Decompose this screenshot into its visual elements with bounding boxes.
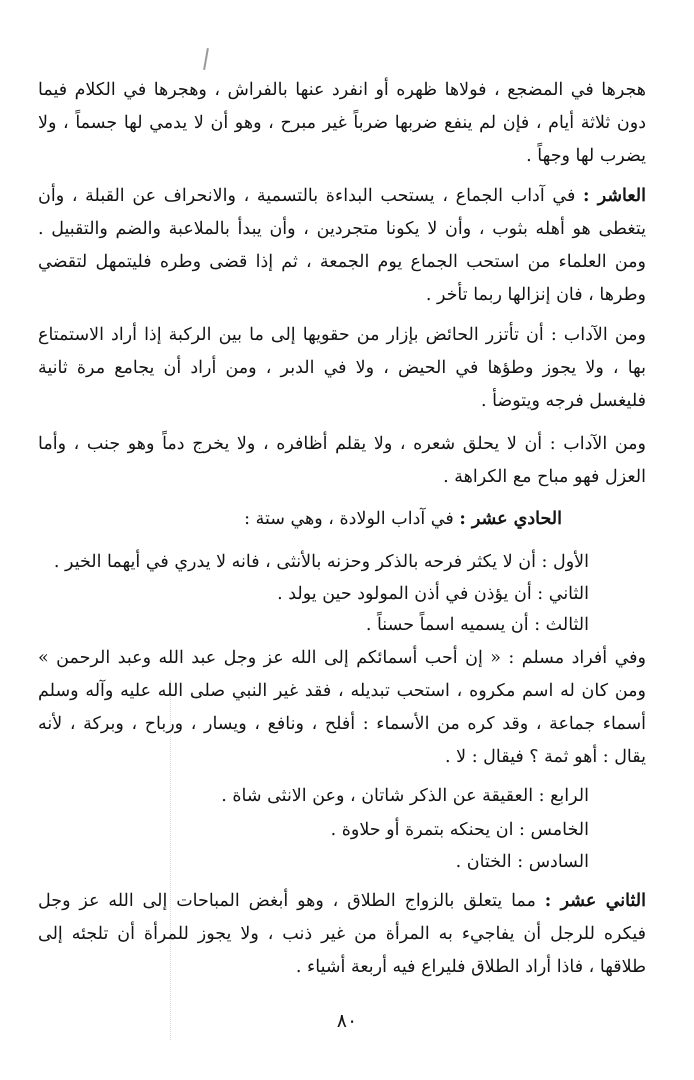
paragraph-text: وفي أفراد مسلم : « إن أحب أسمائكم إلى الله عز وجل عبد الله وعبد الرحمن » ومن كان له اسم مكروه ، استحب تبديله ، فقد غير النبي صلى الله عليه وآله وسلم أسماء جماعة ، وقد كره من الأسماء : أفلح ، ونافع ، ويسار ، ورباح ، وبركة ، لأنه يقال : أهو ثمة ؟ فيقال : لا . [38, 648, 646, 767]
paragraph-names [38, 642, 646, 774]
paragraph-menstruation [38, 319, 646, 418]
list-item-text: الرابع : العقيقة عن الذكر شاتان ، وعن الانثى شاة . [221, 786, 589, 806]
page-number: ٨٠ [336, 1010, 358, 1032]
list-item-text: الأول : أن لا يكثر فرحه بالذكر وحزنه بالأنثى ، فانه لا يدري في أيهما الخير . [53, 552, 589, 572]
paragraph-text: ومن الآداب : أن تأتزر الحائض بإزار من حقويها إلى ما بين الركبة إذا أراد الاستمتاع بها ، ولا يجوز وطؤها في الحيض ، ولا في الدبر ، ومن أراد أن يجامع مرة ثانية فليغسل فرجه ويتوضأ . [38, 325, 646, 411]
list-item-fourth [221, 780, 589, 813]
list-item-second [277, 578, 589, 611]
section-heading-twelfth: الثاني عشر : [544, 891, 646, 911]
paragraph-text: هجرها في المضجع ، فولاها ظهره أو انفرد عنها بالفراش ، وهجرها في الكلام فيما دون ثلاثة أيام ، فإن لم ينفع ضربها ضرباً غير مبرح ، وهو أن لا يدمي لها جسماً ، ولا يضرب لها وجهاً . [38, 80, 646, 166]
paragraph-wife-discipline [38, 74, 646, 173]
paragraph-text: ومن الآداب : أن لا يحلق شعره ، ولا يقلم أظافره ، ولا يخرج دماً وهو جنب ، وأما العزل فهو مباح مع الكراهة . [38, 434, 646, 487]
list-item-text: السادس : الختان . [455, 852, 589, 872]
list-item-fifth [331, 814, 589, 847]
list-item-text: الثالث : أن يسميه اسماً حسناً . [365, 615, 589, 635]
list-item-text: الثاني : أن يؤذن في أذن المولود حين يولد . [277, 584, 589, 604]
list-item-text: الخامس : ان يحنكه بتمرة أو حلاوة . [330, 820, 589, 840]
section-heading-tenth: العاشر : [583, 186, 646, 206]
paragraph-janabah [38, 428, 646, 494]
paragraph-text: في آداب الجماع ، يستحب البداءة بالتسمية ، والانحراف عن القبلة ، وأن يتغطى هو أهله بثوب ، وأن لا يكونا متجردين ، وأن يبدأ بالملاعبة والضم والتقبيل . ومن العلماء من استحب الجماع يوم الجمعة ، ثم إذا قضى وطره فليتمهل لتقضي وطرها ، فان إنزالها ربما تأخر . [38, 186, 646, 305]
list-item-sixth [456, 846, 589, 879]
scan-mark [203, 48, 209, 70]
section-heading-eleventh: الحادي عشر : [459, 509, 562, 529]
list-item-first [54, 546, 589, 579]
paragraph-text: مما يتعلق بالزواج الطلاق ، وهو أبغض المباحات إلى الله عز وجل فيكره للرجل أن يفاجيء به المرأة من غير ذنب ، ولا يجوز للمرأة أن تلجئه إلى طلاقها ، فاذا أراد الطلاق فليراع فيه أربعة أشياء . [38, 891, 646, 977]
paragraph-text: في آداب الولادة ، وهي ستة : [244, 509, 454, 529]
paragraph-tenth [38, 180, 646, 312]
paragraph-eleventh [244, 503, 562, 536]
paragraph-twelfth [38, 885, 646, 984]
list-item-third [366, 609, 589, 642]
